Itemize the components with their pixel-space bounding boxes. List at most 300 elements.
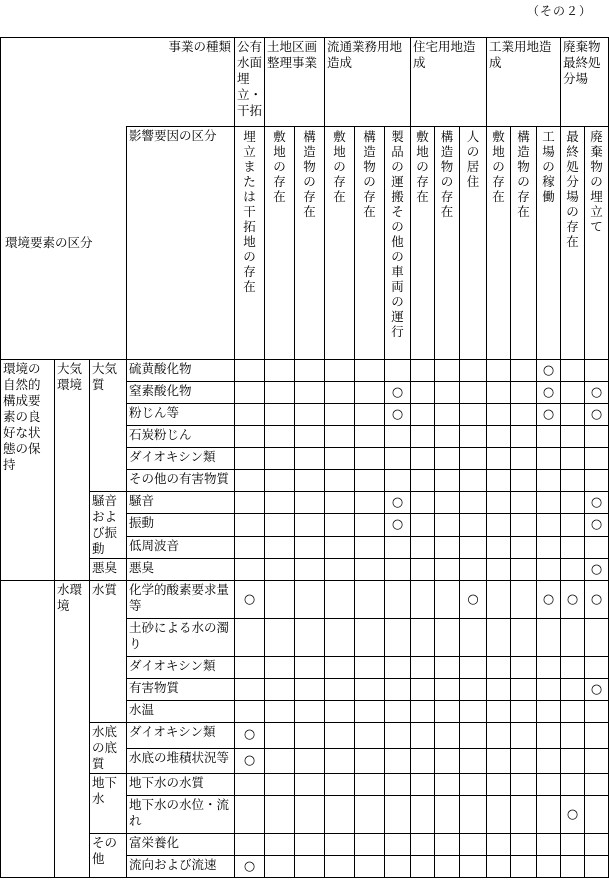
matrix-cell: [235, 382, 265, 404]
matrix-cell: [487, 581, 511, 619]
matrix-cell: [585, 748, 609, 774]
matrix-cell: [487, 514, 511, 536]
matrix-cell: [585, 774, 609, 796]
matrix-cell: [435, 774, 460, 796]
matrix-cell: [511, 774, 537, 796]
matrix-cell: [585, 679, 609, 701]
relation-mark: ○: [590, 591, 603, 607]
matrix-cell: [411, 679, 435, 701]
matrix-cell: [537, 796, 561, 834]
table-row: [1, 834, 609, 856]
matrix-cell: [295, 426, 325, 448]
relation-mark: ○: [391, 406, 404, 422]
impact-factor-header: [235, 127, 265, 360]
matrix-cell: [385, 701, 411, 723]
env-element: 水底の底質: [90, 723, 127, 774]
env-category-group-cont: [1, 581, 55, 878]
matrix-cell: [435, 581, 460, 619]
matrix-cell: [435, 834, 460, 856]
matrix-cell: [487, 559, 511, 581]
matrix-cell: [435, 536, 460, 558]
matrix-cell: [511, 448, 537, 470]
impact-factor-text: 廃棄物の埋立て: [590, 129, 603, 234]
env-item-label: 地下水の水位・流れ: [127, 796, 235, 834]
matrix-cell: [385, 774, 411, 796]
matrix-cell: [537, 774, 561, 796]
matrix-cell: [325, 492, 355, 514]
matrix-cell: [295, 448, 325, 470]
matrix-cell: [460, 470, 487, 492]
matrix-cell: [435, 748, 460, 774]
matrix-cell: [411, 360, 435, 382]
matrix-cell: [355, 404, 385, 426]
env-element: 水質: [90, 581, 127, 723]
matrix-cell: [295, 581, 325, 619]
impact-factor-text: 埋立または干拓地の存在: [243, 129, 256, 294]
impact-factor-header: [295, 127, 325, 360]
impact-factor-header: [411, 127, 435, 360]
matrix-cell: [355, 360, 385, 382]
impact-factor-header: [585, 127, 609, 360]
matrix-cell: [235, 679, 265, 701]
matrix-cell: [561, 701, 585, 723]
matrix-cell: [561, 619, 585, 657]
matrix-cell: [435, 492, 460, 514]
matrix-cell: [325, 536, 355, 558]
matrix-cell: [435, 470, 460, 492]
matrix-cell: [561, 382, 585, 404]
matrix-cell: [487, 448, 511, 470]
matrix-cell: [411, 559, 435, 581]
impact-factor-text: 最終処分場の存在: [566, 129, 579, 249]
env-item-label: 富栄養化: [127, 834, 235, 856]
matrix-cell: [265, 536, 295, 558]
matrix-cell: [487, 701, 511, 723]
matrix-cell: [487, 856, 511, 878]
impact-factor-label: 影響要因の区分: [127, 127, 235, 360]
matrix-cell: [325, 679, 355, 701]
matrix-cell: [487, 382, 511, 404]
env-subcategory: 水環境: [55, 581, 90, 878]
matrix-cell: [265, 679, 295, 701]
matrix-cell: [460, 536, 487, 558]
matrix-cell: [325, 723, 355, 749]
matrix-cell: [511, 382, 537, 404]
matrix-cell: [511, 657, 537, 679]
matrix-cell: [265, 382, 295, 404]
relation-mark: ○: [590, 516, 603, 532]
matrix-cell: [385, 559, 411, 581]
matrix-cell: [585, 701, 609, 723]
matrix-cell: [265, 701, 295, 723]
impact-factor-text: 構造物の存在: [303, 129, 316, 219]
matrix-cell: [435, 448, 460, 470]
matrix-cell: [235, 657, 265, 679]
matrix-cell: [585, 581, 609, 619]
matrix-cell: [235, 581, 265, 619]
relation-mark: ○: [566, 806, 579, 822]
matrix-cell: [295, 856, 325, 878]
matrix-cell: [585, 382, 609, 404]
matrix-cell: [385, 382, 411, 404]
matrix-cell: [537, 536, 561, 558]
matrix-cell: [487, 774, 511, 796]
impact-factor-text: 敷地の存在: [333, 129, 346, 204]
matrix-cell: [385, 834, 411, 856]
matrix-cell: [537, 679, 561, 701]
matrix-cell: [265, 774, 295, 796]
matrix-cell: [585, 796, 609, 834]
matrix-cell: [355, 448, 385, 470]
matrix-cell: [585, 514, 609, 536]
matrix-cell: [235, 448, 265, 470]
matrix-cell: [585, 426, 609, 448]
matrix-cell: [460, 426, 487, 448]
matrix-cell: [235, 514, 265, 536]
matrix-cell: [585, 559, 609, 581]
matrix-cell: [325, 426, 355, 448]
matrix-cell: [435, 404, 460, 426]
matrix-cell: [235, 360, 265, 382]
matrix-cell: [487, 796, 511, 834]
matrix-cell: [411, 834, 435, 856]
relation-mark: ○: [243, 858, 256, 874]
matrix-cell: [295, 360, 325, 382]
matrix-cell: [561, 856, 585, 878]
matrix-cell: [460, 559, 487, 581]
matrix-cell: [487, 748, 511, 774]
matrix-cell: [265, 834, 295, 856]
matrix-cell: [385, 492, 411, 514]
matrix-cell: [411, 856, 435, 878]
matrix-cell: [355, 536, 385, 558]
matrix-cell: [487, 426, 511, 448]
matrix-cell: [235, 559, 265, 581]
matrix-cell: [561, 774, 585, 796]
matrix-cell: [487, 619, 511, 657]
relation-mark: ○: [243, 727, 256, 743]
env-item-label: 振動: [127, 514, 235, 536]
matrix-cell: [511, 581, 537, 619]
matrix-cell: [385, 448, 411, 470]
matrix-cell: [561, 360, 585, 382]
impact-factor-header: [487, 127, 511, 360]
matrix-cell: [385, 723, 411, 749]
matrix-cell: [435, 514, 460, 536]
matrix-cell: [487, 536, 511, 558]
matrix-cell: [265, 796, 295, 834]
matrix-cell: [411, 404, 435, 426]
matrix-cell: [325, 856, 355, 878]
matrix-cell: [585, 723, 609, 749]
matrix-cell: [295, 470, 325, 492]
matrix-cell: [487, 404, 511, 426]
env-item-label: 騒音: [127, 492, 235, 514]
matrix-cell: [561, 796, 585, 834]
table-row: [1, 723, 609, 749]
matrix-cell: [511, 536, 537, 558]
matrix-cell: [385, 679, 411, 701]
matrix-cell: [585, 448, 609, 470]
matrix-cell: [411, 774, 435, 796]
matrix-cell: [460, 723, 487, 749]
matrix-cell: [487, 492, 511, 514]
matrix-cell: [355, 657, 385, 679]
matrix-cell: [411, 514, 435, 536]
matrix-cell: [511, 470, 537, 492]
env-item-label: その他の有害物質: [127, 470, 235, 492]
matrix-cell: [460, 796, 487, 834]
relation-mark: ○: [542, 362, 555, 378]
relation-mark: ○: [590, 681, 603, 697]
matrix-cell: [537, 619, 561, 657]
matrix-cell: [355, 723, 385, 749]
matrix-cell: [537, 514, 561, 536]
matrix-cell: [355, 774, 385, 796]
matrix-cell: [295, 796, 325, 834]
matrix-cell: [487, 723, 511, 749]
matrix-cell: [295, 492, 325, 514]
matrix-cell: [537, 834, 561, 856]
matrix-cell: [265, 581, 295, 619]
matrix-cell: [385, 796, 411, 834]
matrix-cell: [435, 723, 460, 749]
matrix-cell: [435, 360, 460, 382]
env-item-label: 地下水の水質: [127, 774, 235, 796]
env-element: 地下水: [90, 774, 127, 834]
relation-mark: ○: [566, 591, 579, 607]
relation-mark: ○: [391, 494, 404, 510]
matrix-cell: [325, 360, 355, 382]
env-element: その他: [90, 834, 127, 878]
matrix-cell: [511, 404, 537, 426]
env-item-label: 化学的酸素要求量等: [127, 581, 235, 619]
matrix-cell: [385, 360, 411, 382]
matrix-cell: [435, 426, 460, 448]
matrix-cell: [295, 404, 325, 426]
matrix-cell: [295, 834, 325, 856]
matrix-cell: [411, 470, 435, 492]
matrix-cell: [460, 701, 487, 723]
matrix-cell: [295, 679, 325, 701]
matrix-cell: [537, 748, 561, 774]
matrix-cell: [355, 701, 385, 723]
matrix-cell: [355, 796, 385, 834]
relation-mark: ○: [590, 561, 603, 577]
relation-mark: ○: [391, 384, 404, 400]
matrix-cell: [537, 426, 561, 448]
matrix-cell: [411, 448, 435, 470]
table-row: [1, 492, 609, 514]
matrix-cell: [561, 581, 585, 619]
matrix-cell: [460, 492, 487, 514]
matrix-cell: [385, 470, 411, 492]
matrix-cell: [460, 514, 487, 536]
matrix-cell: [561, 514, 585, 536]
matrix-cell: [355, 679, 385, 701]
matrix-cell: [385, 748, 411, 774]
relation-mark: ○: [391, 516, 404, 532]
matrix-cell: [235, 834, 265, 856]
env-category-group: 環境の自然的構成要素の良好な状態の保持: [1, 360, 55, 581]
impact-factor-header: [385, 127, 411, 360]
matrix-cell: [487, 679, 511, 701]
impact-factor-text: 製品の運搬その他の車両の運行: [391, 129, 404, 339]
matrix-cell: [235, 536, 265, 558]
project-header: 住宅用地造成: [411, 38, 487, 127]
impact-factor-text: 敷地の存在: [492, 129, 505, 204]
matrix-cell: [411, 536, 435, 558]
matrix-cell: [585, 536, 609, 558]
matrix-cell: [325, 404, 355, 426]
matrix-cell: [487, 360, 511, 382]
matrix-cell: [355, 426, 385, 448]
env-element: 大気質: [90, 360, 127, 492]
matrix-cell: [325, 774, 355, 796]
matrix-cell: [561, 470, 585, 492]
matrix-cell: [511, 748, 537, 774]
impact-factor-header: [511, 127, 537, 360]
env-item-label: 粉じん等: [127, 404, 235, 426]
relation-mark: ○: [590, 494, 603, 510]
impact-factor-text: 敷地の存在: [416, 129, 429, 204]
impact-factor-header: [265, 127, 295, 360]
impact-factor-header: [355, 127, 385, 360]
matrix-cell: [355, 856, 385, 878]
matrix-cell: [265, 748, 295, 774]
matrix-cell: [325, 470, 355, 492]
matrix-cell: [265, 619, 295, 657]
matrix-cell: [265, 856, 295, 878]
matrix-cell: [385, 404, 411, 426]
relation-mark: ○: [590, 406, 603, 422]
matrix-cell: [585, 492, 609, 514]
env-item-label: 水温: [127, 701, 235, 723]
matrix-cell: [411, 701, 435, 723]
project-header: 廃棄物最終処分場: [561, 38, 609, 127]
matrix-cell: [487, 470, 511, 492]
matrix-cell: [511, 619, 537, 657]
matrix-cell: [435, 382, 460, 404]
impact-factor-text: 構造物の存在: [440, 129, 454, 219]
matrix-cell: [511, 856, 537, 878]
matrix-cell: [537, 657, 561, 679]
matrix-cell: [355, 514, 385, 536]
matrix-cell: [325, 657, 355, 679]
relation-mark: ○: [542, 591, 555, 607]
matrix-cell: [385, 657, 411, 679]
matrix-cell: [325, 748, 355, 774]
matrix-cell: [325, 559, 355, 581]
matrix-cell: [235, 492, 265, 514]
env-item-label: ダイオキシン類: [127, 657, 235, 679]
matrix-cell: [511, 360, 537, 382]
matrix-cell: [325, 514, 355, 536]
matrix-cell: [487, 657, 511, 679]
matrix-cell: [537, 360, 561, 382]
table-row: [1, 360, 609, 382]
relation-mark: ○: [542, 384, 555, 400]
impact-factor-text: 敷地の存在: [273, 129, 286, 204]
matrix-cell: [265, 448, 295, 470]
matrix-cell: [435, 679, 460, 701]
env-item-label: 水底の堆積状況等: [127, 748, 235, 774]
env-item-label: 流向および流速: [127, 856, 235, 878]
env-element: 悪臭: [90, 559, 127, 581]
env-item-label: ダイオキシン類: [127, 448, 235, 470]
matrix-cell: [585, 360, 609, 382]
matrix-cell: [537, 448, 561, 470]
project-header: 流通業務用地造成: [325, 38, 411, 127]
project-header: 公有水面埋立・干拓: [235, 38, 265, 127]
matrix-cell: [355, 581, 385, 619]
matrix-cell: [435, 657, 460, 679]
matrix-cell: [537, 701, 561, 723]
matrix-cell: [295, 774, 325, 796]
matrix-cell: [435, 856, 460, 878]
matrix-cell: [355, 559, 385, 581]
matrix-cell: [385, 581, 411, 619]
impact-factor-header: [325, 127, 355, 360]
project-header: 工業用地造成: [487, 38, 561, 127]
matrix-cell: [561, 723, 585, 749]
matrix-cell: [585, 834, 609, 856]
table-row: [1, 559, 609, 581]
matrix-cell: [355, 492, 385, 514]
matrix-cell: [537, 559, 561, 581]
matrix-cell: [537, 382, 561, 404]
impact-factor-text: 工場の稼働: [542, 129, 555, 204]
matrix-cell: [385, 426, 411, 448]
matrix-cell: [325, 796, 355, 834]
matrix-cell: [385, 514, 411, 536]
matrix-cell: [411, 581, 435, 619]
env-item-label: 有害物質: [127, 679, 235, 701]
matrix-cell: [561, 748, 585, 774]
matrix-cell: [295, 536, 325, 558]
matrix-cell: [235, 856, 265, 878]
matrix-cell: [265, 360, 295, 382]
env-item-label: 悪臭: [127, 559, 235, 581]
matrix-cell: [460, 448, 487, 470]
matrix-cell: [511, 492, 537, 514]
matrix-cell: [325, 834, 355, 856]
matrix-cell: [561, 426, 585, 448]
matrix-cell: [325, 619, 355, 657]
matrix-cell: [460, 774, 487, 796]
matrix-cell: [235, 701, 265, 723]
matrix-cell: [235, 748, 265, 774]
matrix-cell: [411, 723, 435, 749]
matrix-cell: [235, 723, 265, 749]
matrix-cell: [537, 723, 561, 749]
matrix-cell: [325, 581, 355, 619]
relation-mark: ○: [542, 406, 555, 422]
table-row: [1, 774, 609, 796]
relation-mark: ○: [467, 591, 479, 607]
env-item-label: 石炭粉じん: [127, 426, 235, 448]
project-header: 土地区画整理事業: [265, 38, 325, 127]
impact-factor-header: [561, 127, 585, 360]
matrix-cell: [460, 581, 487, 619]
matrix-cell: [561, 536, 585, 558]
matrix-cell: [460, 679, 487, 701]
matrix-cell: [355, 834, 385, 856]
matrix-cell: [511, 701, 537, 723]
matrix-cell: [561, 448, 585, 470]
matrix-cell: [511, 796, 537, 834]
matrix-cell: [537, 470, 561, 492]
